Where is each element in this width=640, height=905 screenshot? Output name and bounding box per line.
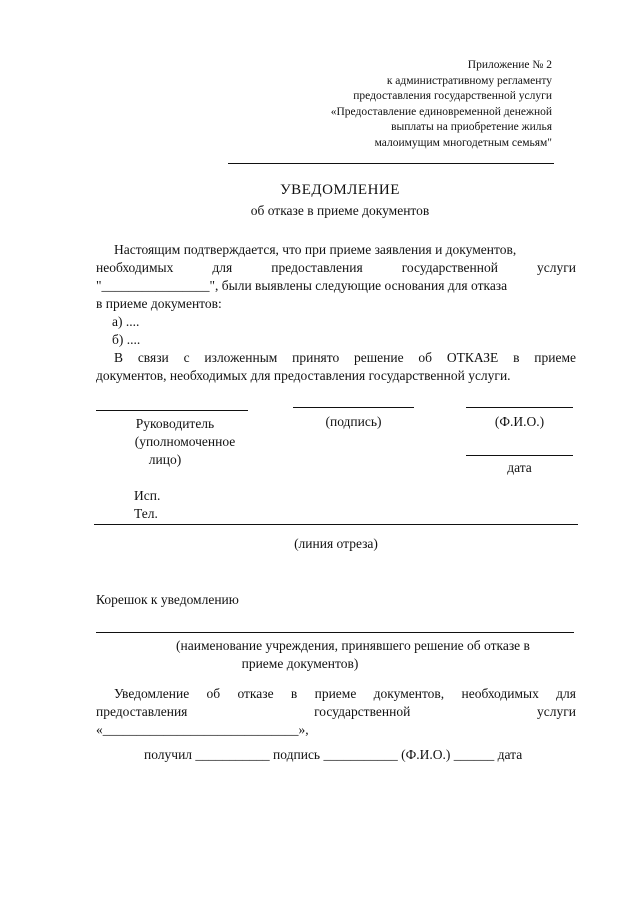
head-label-3: лицо) (148, 452, 182, 467)
document-title: УВЕДОМЛЕНИЕ (280, 182, 400, 198)
reason-item-a: а) .... (112, 314, 140, 329)
stub-title: Корешок к уведомлению (96, 592, 239, 607)
organization-line (96, 632, 574, 633)
signature-line (293, 407, 414, 408)
stub-service-blank: «_____________________________», (96, 722, 309, 737)
appendix-service: предоставления государственной услуги (353, 90, 552, 102)
cut-line (94, 524, 578, 525)
stub-text-line1: Уведомление об отказе в приеме документов, необходимых для (114, 686, 576, 701)
body-p1-line1: Настоящим подтверждается, что при приеме заявления и документов, (114, 242, 517, 257)
body-p1-line3: "________________", были выявлены следующие основания для отказа (96, 278, 508, 293)
body-p1-line4: в приеме документов: (96, 296, 222, 311)
phone-label: Тел. (134, 506, 158, 521)
organization-caption-2: приеме документов) (241, 656, 359, 671)
fio-label: (Ф.И.О.) (494, 414, 545, 429)
date-label: дата (507, 460, 532, 475)
document-subtitle: об отказе в приеме документов (250, 203, 430, 218)
fio-line (466, 407, 573, 408)
appendix-service-name-1: «Предоставление единовременной денежной (330, 105, 552, 118)
appendix-reference: к административному регламенту (386, 74, 552, 87)
signature-label: (подпись) (325, 414, 382, 429)
reason-item-b: б) .... (112, 332, 141, 347)
head-signature-line (96, 410, 248, 411)
appendix-header (222, 58, 552, 151)
appendix-service-name-3: малоимущим многодетным семьям" (374, 136, 552, 149)
header-divider (228, 163, 554, 164)
body-p1-line2: необходимых для предоставления государственной услуги (96, 260, 576, 275)
executor-label: Исп. (134, 488, 161, 503)
date-line (466, 455, 573, 456)
body-p2-line2: документов, необходимых для предоставления государственной услуги. (96, 368, 511, 383)
cut-line-label: (линия отреза) (294, 536, 378, 551)
appendix-number: Приложение № 2 (467, 59, 552, 71)
organization-caption-1: (наименование учреждения, принявшего решение об отказе в (176, 638, 530, 653)
head-label-1: Руководитель (135, 416, 215, 431)
appendix-service-name-2: выплаты на приобретение жилья (391, 121, 552, 133)
body-p2-line1: В связи с изложенным принято решение об ОТКАЗЕ в приеме (114, 350, 576, 365)
stub-text-line2: предоставления государственной услуги (96, 704, 576, 719)
received-line: получил ___________ подпись ___________ (Ф.И.О.) ______ дата (144, 747, 523, 762)
head-label-2: (уполномоченное (134, 434, 236, 449)
